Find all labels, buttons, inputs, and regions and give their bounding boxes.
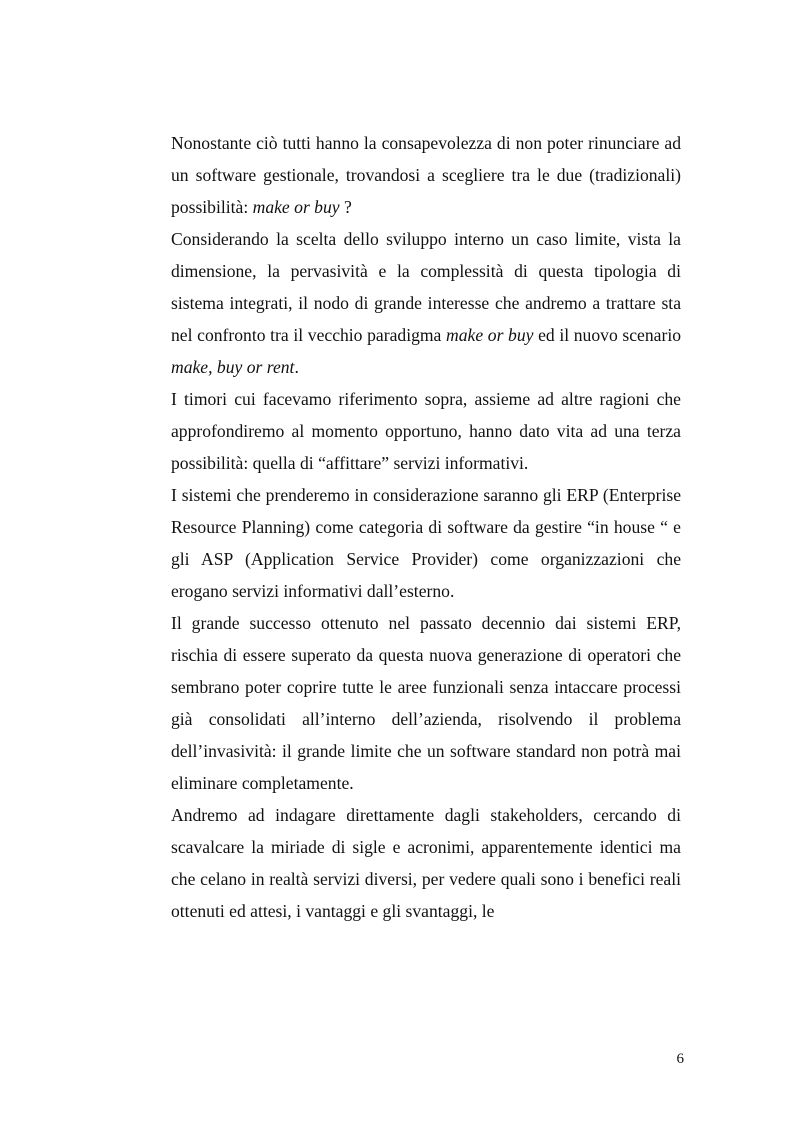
paragraph-5: Il grande successo ottenuto nel passato decennio dai sistemi ERP, rischia di essere superato da questa nuova generazione di operatori che sembrano poter coprire tutte le aree funzionali senza intaccare processi già consolidati all’interno dell’azienda, risolvendo il problema dell’invasività: il grande limite che un software standard non potrà mai eliminare completamente. — [171, 613, 681, 793]
paragraph-6: Andremo ad indagare direttamente dagli stakeholders, cercando di scavalcare la miriade di sigle e acronimi, apparentemente identici ma che celano in realtà servizi diversi, per vedere quali sono i benefici reali ottenuti ed attesi, i vantaggi e gli svantaggi, le — [171, 805, 681, 921]
paragraph-3: I timori cui facevamo riferimento sopra, assieme ad altre ragioni che approfondiremo al momento opportuno, hanno dato vita ad una terza possibilità: quella di “affittare” servizi informativi. — [171, 389, 681, 473]
italic-term: make, buy or rent — [171, 357, 295, 377]
italic-term: make or buy — [252, 197, 340, 217]
paragraph-4: I sistemi che prenderemo in considerazione saranno gli ERP (Enterprise Resource Planning) come categoria di software da gestire “in house “ e gli ASP (Application Service Provider) come organizzazioni che erogano servizi informativi dall’esterno. — [171, 485, 681, 601]
italic-term: make or buy — [446, 325, 534, 345]
paragraph-2: Considerando la scelta dello sviluppo interno un caso limite, vista la dimensione, la pervasività e la complessità di questa tipologia di sistema integrati, il nodo di grande interesse che andremo a trattare sta nel confronto tra il vecchio paradigma make or buy ed il nuovo scenario make, buy or rent. — [171, 229, 682, 377]
page-number: 6 — [676, 1051, 684, 1067]
paragraph-1: Nonostante ciò tutti hanno la consapevolezza di non poter rinunciare ad un software gestionale, trovandosi a scegliere tra le due (tradizionali) possibilità: make or buy ? — [171, 133, 681, 217]
body-text — [171, 127, 681, 927]
